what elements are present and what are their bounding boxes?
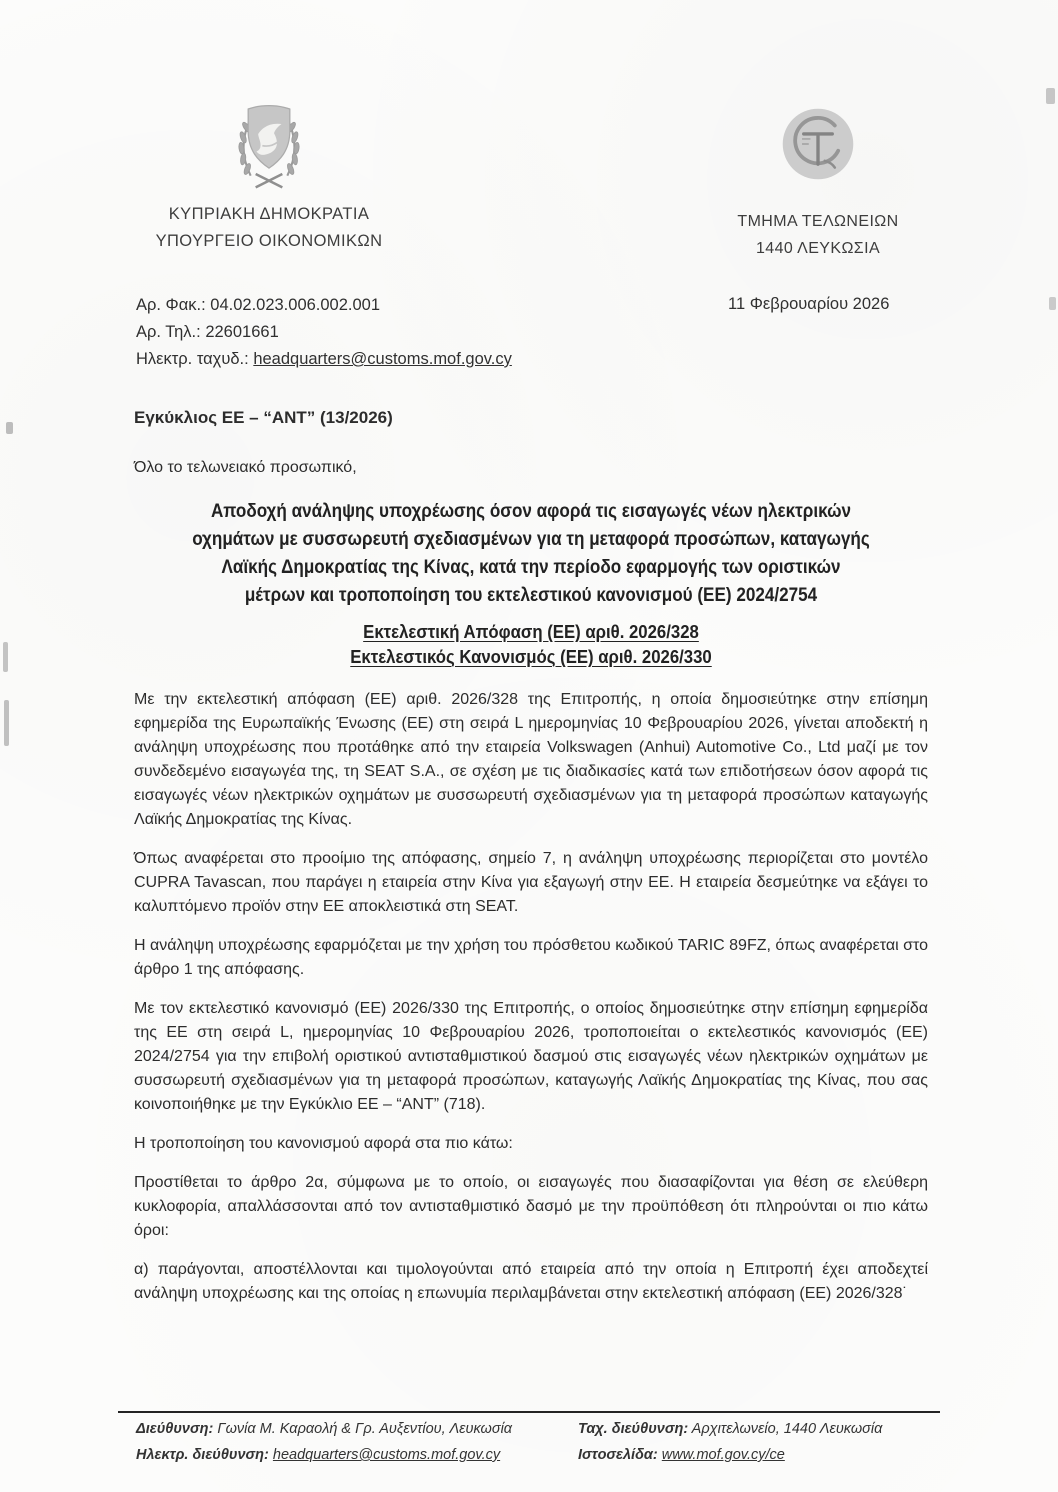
file-number-line [136, 292, 512, 319]
email-line [136, 346, 512, 373]
subject-line: οχημάτων με συσσωρευτή σχεδιασμένων για τη μεταφορά προσώπων, καταγωγής [192, 529, 870, 550]
footer-divider [118, 1411, 940, 1413]
telephone-line [136, 319, 512, 346]
footer-email-link[interactable]: headquarters@customs.mof.gov.cy [272, 1447, 501, 1463]
scan-artifact [6, 422, 13, 434]
paragraph-article-2a: Προστίθεται το άρθρο 2α, σύμφωνα με το οποίο, οι εισαγωγές που διασαφίζονται για θέση σε ελεύθερη κυκλοφορία, απαλλάσσονται από τον αντισταθμιστικό δασμό με την προϋπόθεση ότι πληρούνται οι πιο κάτω όροι: [134, 1174, 928, 1239]
footer-address-value: Γωνία Μ. Καραολή & Γρ. Αυξεντίου, Λευκωσία [217, 1421, 513, 1437]
footer-postal-label: Ταχ. διεύθυνση: [578, 1421, 689, 1437]
paragraph-condition-a: α) παράγονται, αποστέλλονται και τιμολογούνται από εταιρεία από την οποία η Επιτροπή έχει αποδεχτεί ανάληψη υποχρέωσης και της οποίας η επωνυμία περιλαμβάνεται στην εκτελεστική απόφαση (ΕΕ) 2026/328˙ [134, 1261, 928, 1302]
telephone-value: 22601661 [205, 323, 279, 341]
footer-email [136, 1447, 578, 1463]
letter-body [134, 406, 928, 1306]
letter-date: 11 Φεβρουαρίου 2026 [728, 295, 890, 313]
salutation: Όλο το τελωνειακό προσωπικό, [134, 459, 357, 476]
file-number-label: Αρ. Φακ.: [136, 296, 206, 314]
reference-block [136, 292, 512, 373]
footer-address-label: Διεύθυνση: [136, 1421, 214, 1437]
implementing-decision-title: Εκτελεστική Απόφαση (ΕΕ) αριθ. 2026/328 [363, 622, 699, 642]
email-link[interactable]: headquarters@customs.mof.gov.cy [253, 350, 512, 368]
footer-postal-value: Αρχιτελωνείο, 1440 Λευκωσία [691, 1421, 883, 1437]
department-name: ΤΜΗΜΑ ΤΕΛΩΝΕΙΩΝ [737, 213, 899, 230]
paragraph-regulation-amendment: Με τον εκτελεστικό κανονισμό (ΕΕ) 2026/330 της Επιτροπής, ο οποίος δημοσιεύτηκε στην επίσημη εφημερίδα της ΕΕ στη σειρά L, ημερομηνίας 10 Φεβρουαρίου 2026, τροποποιείται ο εκτελεστικός κανονισμός (ΕΕ) 2024/2754 για την επιβολή οριστικού αντισταθμιστικού δασμού στις εισαγωγές νέων ηλεκτρικών οχημάτων με συσσωρευτή σχεδιασμένων για τη μεταφορά προσώπων, καταγωγής Λαϊκής Δημοκρατίας της Κίνας, που σας κοινοποιήθηκε με την Εγκύκλιο ΕΕ – “ΑΝΤ” (718). [134, 1000, 928, 1113]
subject-heading [134, 498, 928, 610]
paragraph-amendment-intro: Η τροποποίηση του κανονισμού αφορά στα πιο κάτω: [134, 1135, 513, 1152]
header-left [138, 94, 400, 251]
ministry-name: ΥΠΟΥΡΓΕΙΟ ΟΙΚΟΝΟΜΙΚΩΝ [155, 232, 383, 250]
customs-department-seal-icon [776, 102, 860, 186]
subject-line: μέτρων και τροποποίηση του εκτελεστικού κανονισμού (ΕΕ) 2024/2754 [244, 585, 818, 606]
republic-name: ΚΥΠΡΙΑΚΗ ΔΗΜΟΚΡΑΤΙΑ [168, 205, 370, 223]
subject-line: Αποδοχή ανάληψης υποχρέωσης όσον αφορά τις εισαγωγές νέων ηλεκτρικών [210, 501, 852, 522]
footer-website [578, 1447, 940, 1463]
subject-line: Λαϊκής Δημοκρατίας της Κίνας, κατά την περίοδο εφαρμογής των οριστικών [221, 557, 841, 578]
footer-website-label: Ιστοσελίδα: [578, 1447, 658, 1463]
cyprus-coat-of-arms-icon [217, 94, 321, 194]
footer-email-label: Ηλεκτρ. διεύθυνση: [136, 1447, 269, 1463]
footer-address [136, 1421, 578, 1437]
implementing-regulation-title: Εκτελεστικός Κανονισμός (ΕΕ) αριθ. 2026/330 [350, 647, 712, 667]
paragraph-cupra-tavascan: Όπως αναφέρεται στο προοίμιο της απόφασης, σημείο 7, η ανάληψη υποχρέωσης περιορίζεται στο μοντέλο CUPRA Tavascan, που παράγει η εταιρεία στην Κίνα για εξαγωγή στην ΕΕ. Η εταιρεία δεσμεύτηκε να εξάγει το καλυπτόμενο προϊόν στην ΕΕ αποκλειστικά στη SEAT. [134, 850, 928, 915]
paragraph-taric-code: Η ανάληψη υποχρέωσης εφαρμόζεται με την χρήση του πρόσθετου κωδικού TARIC 89FZ, όπως αναφέρεται στο άρθρο 1 της απόφασης. [134, 937, 928, 978]
scan-artifact [4, 700, 9, 746]
footer-postal-address [578, 1421, 940, 1437]
header-right [702, 102, 934, 258]
footer [136, 1421, 940, 1463]
legal-acts-heading [134, 620, 928, 670]
footer-website-link[interactable]: www.mof.gov.cy/ce [661, 1447, 785, 1463]
file-number-value: 04.02.023.006.002.001 [210, 296, 381, 314]
paragraph-decision-acceptance: Με την εκτελεστική απόφαση (ΕΕ) αριθ. 2026/328 της Επιτροπής, η οποία δημοσιεύτηκε στην επίσημη εφημερίδα της Ευρωπαϊκής Ένωσης (ΕΕ) στη σειρά L ημερομηνίας 10 Φεβρουαρίου 2026, γίνεται αποδεκτή η ανάληψη υποχρέωσης που προτάθηκε από την εταιρεία Volkswagen (Anhui) Automotive Co., Ltd μαζί με τον συνδεδεμένο εισαγωγέα της, τη SEAT S.A., σε σχέση με τις διαδικασίες κατά των επιδοτήσεων όσον αφορά τις εισαγωγές νέων ηλεκτρικών οχημάτων με συσσωρευτή σχεδιασμένων για τη μεταφορά προσώπων καταγωγής Λαϊκής Δημοκρατίας της Κίνας. [134, 691, 928, 828]
scan-artifact [1046, 88, 1055, 104]
department-postcode: 1440 ΛΕΥΚΩΣΙΑ [755, 240, 881, 257]
email-label: Ηλεκτρ. ταχυδ.: [136, 350, 249, 368]
scan-artifact [1049, 297, 1056, 310]
scan-artifact [3, 642, 8, 672]
telephone-label: Αρ. Τηλ.: [136, 323, 201, 341]
circular-number-title: Εγκύκλιος ΕΕ – “ΑΝΤ” (13/2026) [134, 408, 393, 427]
